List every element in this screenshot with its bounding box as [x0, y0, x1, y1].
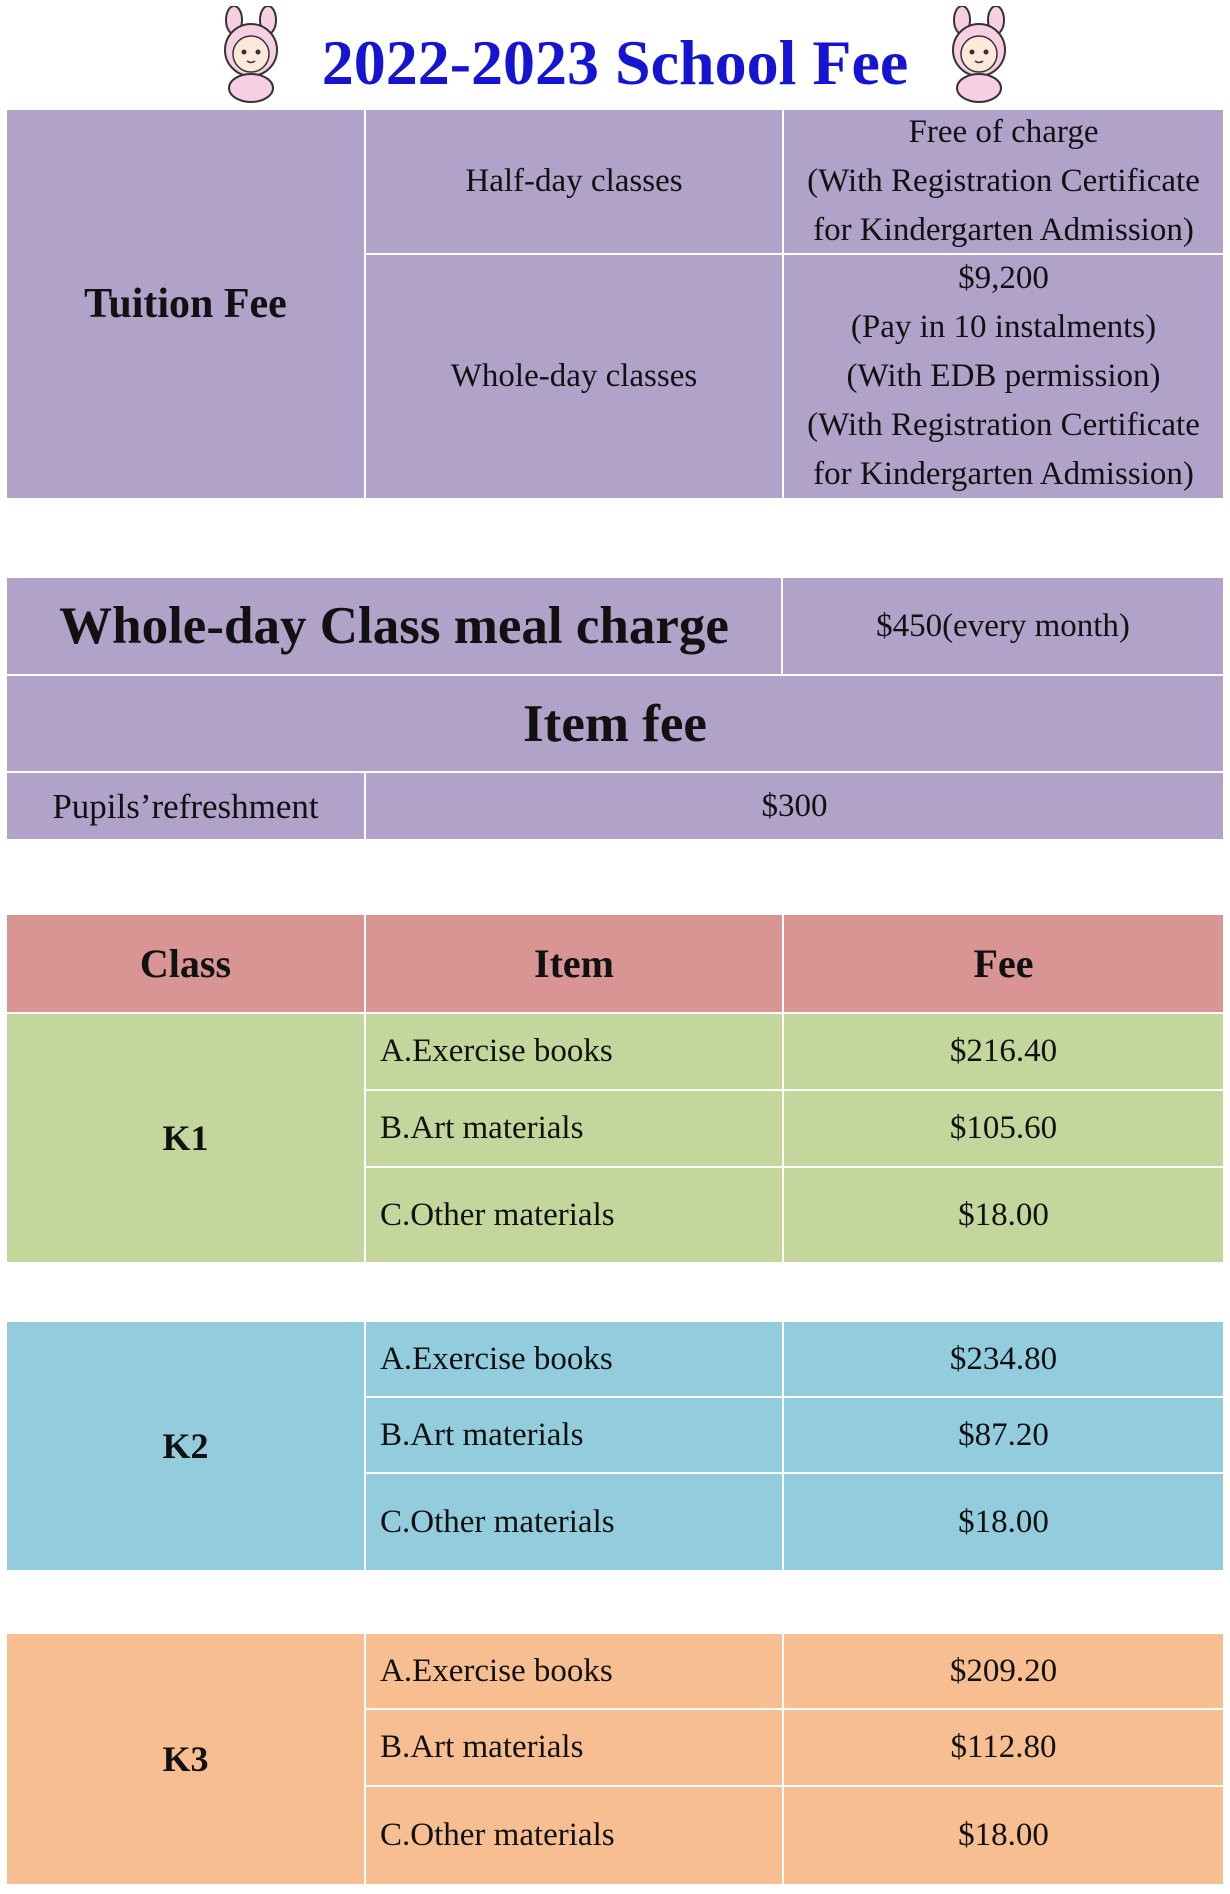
item-fee-heading: Item fee	[7, 676, 1223, 771]
refreshment-label: Pupils’refreshment	[7, 773, 364, 839]
table-row-item: A.Exercise books	[366, 1014, 782, 1089]
table-row-item: A.Exercise books	[366, 1634, 782, 1708]
class-k3: K3	[7, 1634, 364, 1884]
whole-day-fee-line: for Kindergarten Admission)	[813, 456, 1194, 492]
table-row-fee: $18.00	[784, 1787, 1223, 1884]
table-row-fee: $87.20	[784, 1398, 1223, 1472]
header-class: Class	[7, 915, 364, 1012]
half-day-label: Half-day classes	[366, 110, 782, 253]
table-row-fee: $18.00	[784, 1168, 1223, 1262]
tuition-fee-label: Tuition Fee	[7, 110, 364, 498]
table-row-item: B.Art materials	[366, 1398, 782, 1472]
whole-day-fee-line: (With Registration Certificate	[807, 407, 1200, 443]
half-day-fee-line: for Kindergarten Admission)	[813, 212, 1194, 248]
refreshment-value: $300	[366, 773, 1223, 839]
half-day-fee-line: Free of charge	[908, 114, 1099, 150]
whole-day-fee-line: $9,200	[958, 260, 1049, 296]
table-row-item: C.Other materials	[366, 1474, 782, 1570]
header-fee: Fee	[784, 915, 1223, 1012]
table-row-item: C.Other materials	[366, 1168, 782, 1262]
whole-day-fee	[784, 255, 1223, 498]
meal-charge-label: Whole-day Class meal charge	[7, 578, 781, 674]
half-day-fee	[784, 110, 1223, 253]
table-row-item: A.Exercise books	[366, 1322, 782, 1396]
table-row-fee: $112.80	[784, 1710, 1223, 1785]
table-row-item: C.Other materials	[366, 1787, 782, 1884]
table-row-item: B.Art materials	[366, 1091, 782, 1166]
table-row-fee: $234.80	[784, 1322, 1223, 1396]
whole-day-fee-line: (With EDB permission)	[846, 358, 1161, 394]
table-row-item: B.Art materials	[366, 1710, 782, 1785]
table-row-fee: $105.60	[784, 1091, 1223, 1166]
meal-charge-value: $450(every month)	[783, 578, 1223, 674]
table-row-fee: $216.40	[784, 1014, 1223, 1089]
baby-bunny-icon	[940, 6, 1020, 104]
whole-day-label: Whole-day classes	[366, 255, 782, 498]
table-row-fee: $209.20	[784, 1634, 1223, 1708]
class-k2: K2	[7, 1322, 364, 1570]
half-day-fee-line: (With Registration Certificate	[807, 163, 1200, 199]
page-title: 2022-2023 School Fee	[321, 27, 909, 98]
whole-day-fee-line: (Pay in 10 instalments)	[850, 309, 1157, 345]
class-k1: K1	[7, 1014, 364, 1262]
header-item: Item	[366, 915, 782, 1012]
table-row-fee: $18.00	[784, 1474, 1223, 1570]
